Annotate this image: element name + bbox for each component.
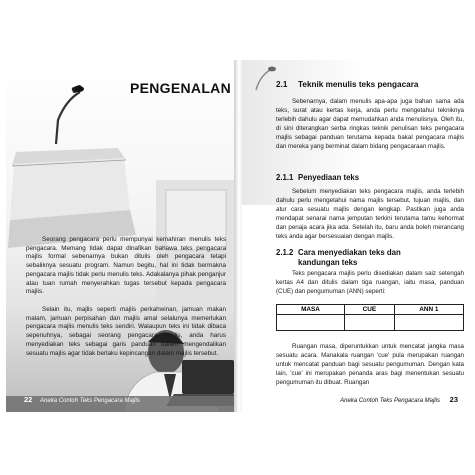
section-2-1-1-paragraph: Sebelum menyediakan teks pengacara majlis, anda terlebih dahulu perlu mengetahui nama majlis tersebut, tujuan majlis, dan atur cara sesuatu majlis dengan lengkap. Pastikan juga anda mendapat senarai nama jemputan terkini terutama tamu kehormat dan penaja acara jika ada. Setelah itu, baru anda boleh merancang teks anda agar bersesuaian dengan majlis. xyxy=(276,188,464,240)
table-cell xyxy=(277,315,345,331)
footer-title-left: Aneka Contoh Teks Pengacara Majlis xyxy=(40,398,140,404)
right-footer xyxy=(340,395,458,404)
table-row xyxy=(277,315,464,331)
page-number-right: 23 xyxy=(449,395,458,404)
section-heading-2-1-2: 2.1.2 Cara menyediakan teks dan kandungan teks xyxy=(276,248,401,267)
table-header-masa: MASA xyxy=(277,305,345,315)
left-footer xyxy=(24,395,140,404)
section-heading-2-1-1: 2.1.1 Penyediaan teks xyxy=(276,173,360,182)
page-number-left: 22 xyxy=(24,395,33,404)
section-heading-2-1: 2.1 Teknik menulis teks pengacara xyxy=(276,80,419,89)
table-cell xyxy=(394,315,463,331)
left-page xyxy=(6,60,234,412)
section-2-1-2-paragraph: Teks pengacara majlis perlu disediakan dalam saiz setengah kertas A4 dan ditulis dalam tiga ruangan, iaitu masa, panduan (CUE) dan pengumuman (ANN) seperti: xyxy=(276,270,464,295)
table-cell xyxy=(345,315,395,331)
teks-layout-table xyxy=(276,304,464,331)
lectern-illustration xyxy=(8,148,136,248)
book-spread xyxy=(0,60,475,415)
chapter-title: PENGENALAN xyxy=(130,80,232,96)
table-header-ann: ANN 1 xyxy=(394,305,463,315)
section-2-1-paragraph: Sebenarnya, dalam menulis apa-apa juga bahan sama ada teks, surat atau kertas kerja, anda perlu mengetahui tekniknya terlebih dahulu agar dapat memudahkan anda menulisnya. Oleh itu, di sini diterangkan serba ringkas teknik penulisan teks pengacara majlis sebagai panduan terutama kepada bakal pengacara majlis dan mereka yang berminat dalam bidang pengacaraan majlis. xyxy=(276,98,464,150)
footer-title-right: Aneka Contoh Teks Pengacara Majlis xyxy=(340,398,440,404)
intro-paragraph-1: Seorang pengacara perlu mempunyai kemahiran menulis teks pengacara. Memang tidak dapat dinafikan bahawa teks pengacara majlis formal sebenarnya bukan ditulis oleh pengacara tetapi sebaliknya sesuatu program. Namun begitu, hal ini tidak bermakna pengacara majlis tidak perlu menulis teks. Adakalanya pihak penganjur atau tuan rumah menyerahkan tugas tersebut kepada pengacara majlis. xyxy=(26,236,226,296)
book-gutter xyxy=(234,60,242,412)
after-table-paragraph: Ruangan masa, diperuntukkan untuk mencatat jangka masa sesuatu acara. Manakala ruangan 'cue' pula merupakan ruangan untuk mencatat panduan bagi sesuatu pengumuman. Dengan kata lain, 'cue' ini merupakan penanda aras bagi menentukan sesuatu pengumuman itu dibuat. Ruangan xyxy=(276,343,464,386)
table-header-cue: CUE xyxy=(345,305,395,315)
table-header-row xyxy=(277,305,464,315)
right-page xyxy=(242,60,468,412)
intro-paragraph-2: Selain itu, majlis seperti majlis perkahwinan, jamuan makan malam, jamuan perpisahan dan majlis amal selalunya memerlukan pengacara majlis menulis teks sendiri. Walaupun teks ini tidak dibaca sepenuhnya, sebagai seorang pengacara majlis, anda harus menyediakan teks sebagai garis panduan dalam mengendalikan sesuatu majlis agar tidak berlaku kepincangan dalam majlis tersebut. xyxy=(26,306,226,357)
microphone-illustration xyxy=(56,84,84,144)
